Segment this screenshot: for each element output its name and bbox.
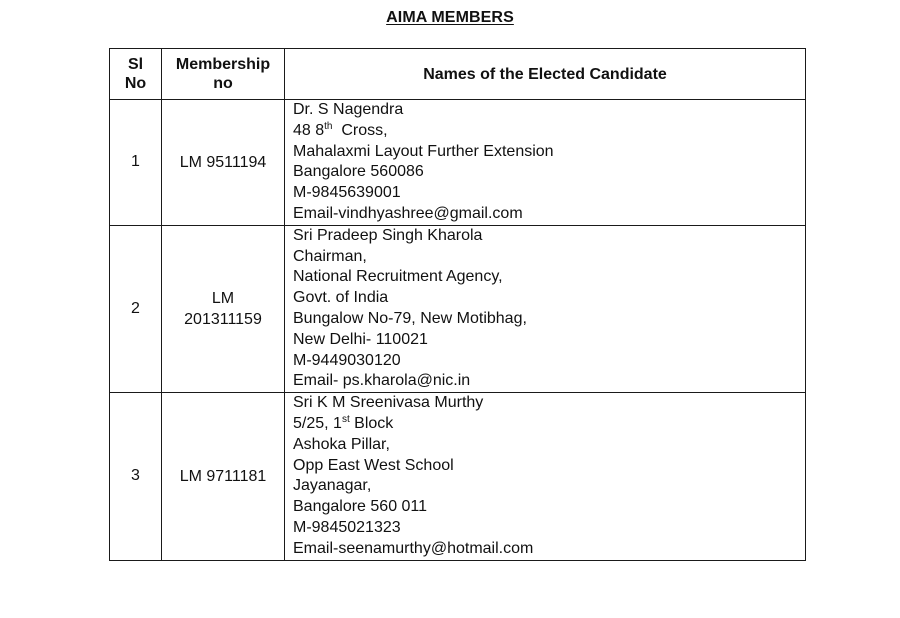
header-membership-no bbox=[162, 49, 285, 100]
table-row bbox=[110, 100, 806, 226]
candidate-detail-line bbox=[293, 497, 805, 518]
candidate-detail-line bbox=[293, 309, 805, 330]
detail-text: Bangalore 560086 bbox=[293, 163, 424, 181]
membership-no-cell bbox=[162, 100, 285, 226]
candidate-name bbox=[293, 100, 805, 121]
membership-no-text: 201311159 bbox=[184, 310, 262, 328]
membership-no-text: LM 9511194 bbox=[179, 153, 267, 171]
candidate-detail-line bbox=[293, 435, 805, 456]
detail-text: Dr. S Nagendra bbox=[293, 101, 404, 118]
candidate-detail-line bbox=[293, 518, 805, 539]
detail-text: Sri Pradeep Singh Kharola bbox=[293, 226, 483, 244]
detail-text: Email- ps.kharola@nic.in bbox=[293, 372, 471, 390]
candidate-detail-line bbox=[293, 539, 805, 560]
candidate-details-cell bbox=[285, 225, 806, 392]
table-row bbox=[110, 225, 806, 392]
candidate-detail-line bbox=[293, 330, 805, 351]
header-membership-line: Membership bbox=[175, 56, 271, 73]
candidate-detail-line bbox=[293, 476, 805, 497]
detail-text: Email-seenamurthy@hotmail.com bbox=[293, 539, 534, 557]
candidate-details-cell bbox=[285, 393, 806, 560]
candidate-detail-line bbox=[293, 371, 805, 392]
detail-text: Bangalore 560 011 bbox=[293, 498, 428, 516]
candidate-detail-line bbox=[293, 414, 805, 435]
ordinal-suffix: st bbox=[341, 413, 350, 425]
header-sl-no bbox=[110, 49, 162, 100]
header-membership-line: no bbox=[213, 75, 233, 92]
membership-no-cell bbox=[162, 225, 285, 392]
candidate-name bbox=[293, 226, 805, 247]
candidate-details-cell bbox=[285, 100, 806, 226]
candidate-detail-line bbox=[293, 267, 805, 288]
candidate-detail-line bbox=[293, 351, 805, 372]
candidate-detail-line bbox=[293, 247, 805, 268]
header-sl-no-line: No bbox=[124, 75, 147, 92]
header-row bbox=[110, 49, 806, 100]
candidate-detail-line bbox=[293, 142, 805, 163]
membership-no-text: LM 9711181 bbox=[179, 467, 267, 485]
detail-text: 48 8 bbox=[293, 121, 325, 139]
sl-no-cell: 3 bbox=[110, 393, 162, 560]
detail-text-after: Block bbox=[349, 414, 394, 432]
candidate-detail-line bbox=[293, 121, 805, 142]
detail-text: Mahalaxmi Layout Further Extension bbox=[293, 142, 554, 160]
members-table bbox=[109, 48, 806, 561]
candidate-detail-line bbox=[293, 162, 805, 183]
detail-text: New Delhi- 110021 bbox=[293, 330, 428, 348]
document-title: AIMA MEMBERS bbox=[386, 9, 514, 26]
header-sl-no-line: Sl bbox=[127, 56, 144, 73]
header-names: Names of the Elected Candidate bbox=[285, 49, 806, 100]
sl-no-cell: 2 bbox=[110, 225, 162, 392]
candidate-detail-line bbox=[293, 288, 805, 309]
detail-text: Chairman, bbox=[293, 247, 367, 265]
membership-no-text: LM bbox=[211, 289, 235, 307]
detail-text: Bungalow No-79, New Motibhag, bbox=[293, 309, 527, 327]
ordinal-suffix: th bbox=[324, 120, 333, 132]
detail-text: National Recruitment Agency, bbox=[293, 268, 503, 286]
detail-text: Jayanagar, bbox=[293, 477, 372, 495]
candidate-detail-line bbox=[293, 456, 805, 477]
detail-text: M-9449030120 bbox=[293, 351, 401, 369]
detail-text: M-9845639001 bbox=[293, 184, 401, 202]
candidate-detail-line bbox=[293, 204, 805, 225]
detail-text: Govt. of India bbox=[293, 289, 389, 307]
candidate-detail-line bbox=[293, 183, 805, 204]
detail-text: Sri K M Sreenivasa Murthy bbox=[293, 394, 484, 412]
table-row bbox=[110, 393, 806, 560]
detail-text: 5/25, 1 bbox=[293, 414, 342, 432]
membership-no-cell bbox=[162, 393, 285, 560]
detail-text: M-9845021323 bbox=[293, 518, 401, 536]
detail-text-after: Cross, bbox=[332, 121, 388, 139]
candidate-name bbox=[293, 393, 805, 414]
detail-text: Opp East West School bbox=[293, 456, 454, 474]
detail-text: Email-vindhyashree@gmail.com bbox=[293, 204, 523, 222]
sl-no-cell: 1 bbox=[110, 100, 162, 226]
detail-text: Ashoka Pillar, bbox=[293, 435, 390, 453]
